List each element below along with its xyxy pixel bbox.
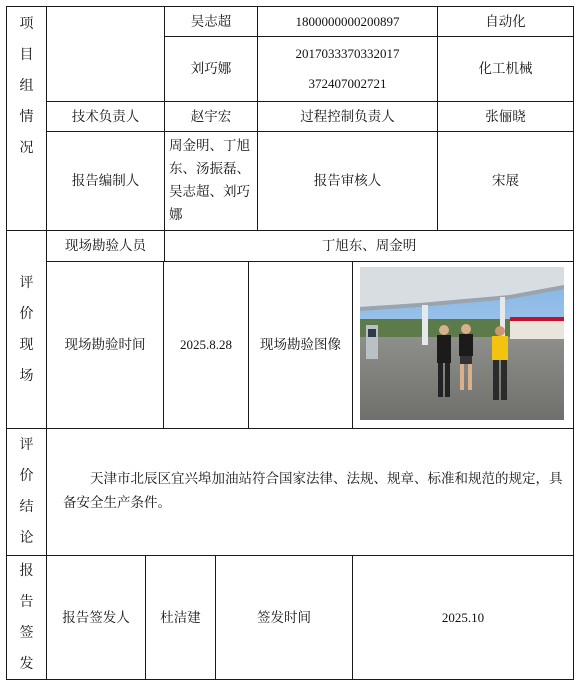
- process-lead-name: 张俪晓: [485, 108, 526, 125]
- heading-char: 签: [19, 624, 34, 641]
- member-1-cert-no: 1800000000200897: [295, 13, 400, 29]
- heading-char: 报: [19, 562, 34, 579]
- heading-char: 情: [19, 109, 34, 125]
- member-2-major: 化工机械: [478, 61, 533, 77]
- author-line: 周金明、丁旭: [169, 138, 250, 154]
- heading-char: 价: [19, 305, 34, 322]
- heading-char: 发: [19, 655, 34, 672]
- member-2-cert-no: [258, 37, 437, 101]
- heading-char: 评: [19, 437, 34, 453]
- heading-char: 现: [19, 336, 34, 353]
- report-author-label: 报告编制人: [71, 173, 140, 189]
- heading-char: 组: [19, 78, 34, 94]
- heading-char: 项: [19, 16, 34, 32]
- report-author-names: [165, 132, 257, 230]
- author-line: 娜: [169, 207, 183, 223]
- heading-char: 况: [19, 140, 34, 156]
- project-group-heading: [7, 7, 46, 230]
- heading-char: 价: [19, 468, 34, 484]
- site-time-label: 现场勘验时间: [64, 337, 146, 353]
- process-lead-label: 过程控制负责人: [300, 108, 395, 125]
- tech-lead-label: 技术负责人: [71, 108, 140, 125]
- issue-heading: [7, 556, 46, 679]
- issue-time-label: 签发时间: [257, 609, 311, 626]
- conclusion-text-cell: [47, 429, 573, 555]
- member-1-name: 吴志超: [190, 13, 232, 30]
- report-reviewer-name: 宋展: [492, 173, 519, 189]
- heading-char: 告: [19, 593, 34, 610]
- site-inspectors-label: 现场勘验人员: [65, 238, 146, 254]
- heading-char: 论: [19, 530, 34, 546]
- site-image-label: 现场勘验图像: [260, 337, 341, 353]
- tech-lead-name: 赵宇宏: [190, 108, 232, 125]
- heading-char: 目: [19, 47, 34, 63]
- author-line: 东、汤振磊、: [169, 161, 250, 177]
- conclusion-text: 天津市北辰区宜兴埠加油站符合国家法律、法规、规章、标准和规范的规定，具备安全生产条件。: [63, 471, 563, 511]
- heading-char: 结: [19, 499, 34, 515]
- site-heading: [7, 231, 46, 428]
- heading-char: 场: [19, 367, 34, 384]
- cert-no-line: 2017033370332017: [295, 46, 400, 61]
- issuer-label: 报告签发人: [62, 609, 130, 626]
- issuer-name: 杜洁建: [160, 609, 201, 626]
- site-time-value: 2025.8.28: [180, 337, 232, 352]
- cert-no-line: 372407002721: [308, 76, 387, 91]
- site-inspection-photo: [360, 267, 564, 420]
- member-1-major: 自动化: [485, 13, 526, 30]
- report-reviewer-label: 报告审核人: [313, 173, 382, 189]
- site-inspectors-names: 丁旭东、周金明: [321, 238, 417, 254]
- member-2-name: 刘巧娜: [190, 61, 232, 77]
- conclusion-heading: [7, 429, 46, 555]
- issue-time-value: 2025.10: [441, 609, 485, 625]
- author-line: 吴志超、刘巧: [169, 184, 250, 200]
- heading-char: 评: [19, 274, 34, 291]
